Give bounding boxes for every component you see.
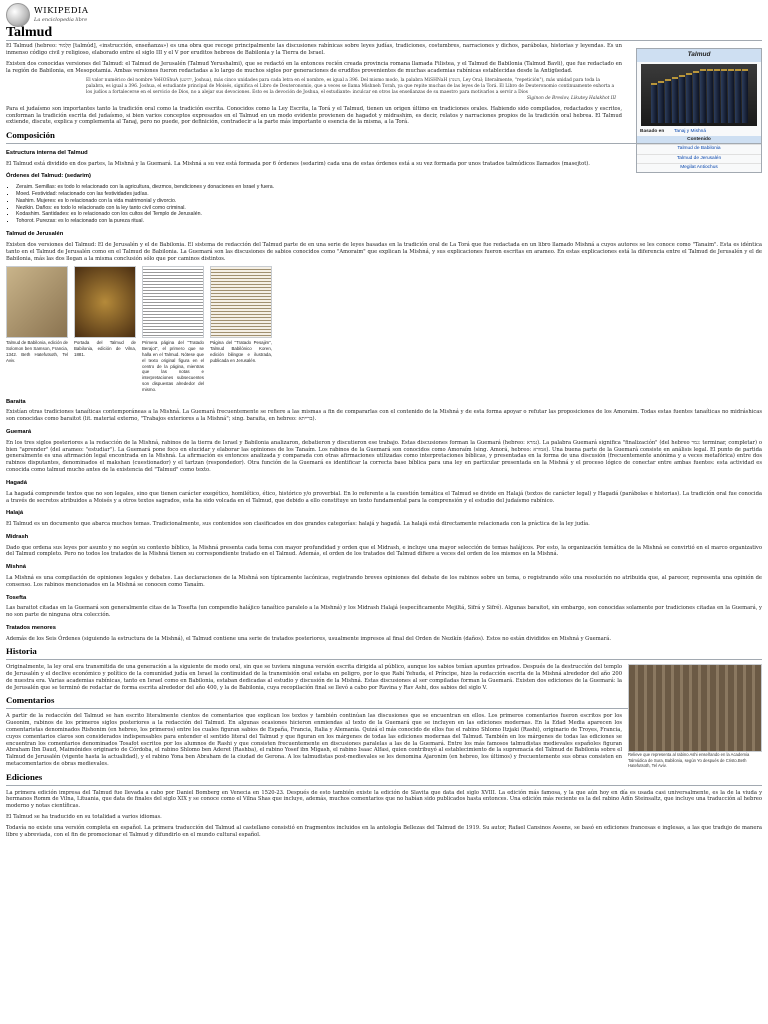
gallery-item: [142, 266, 204, 392]
gallery-item: [6, 266, 68, 392]
paragraph: Dado que ordena sus leyes por asunto y no según su contexto bíblico, la Mishná presenta cada tema con mayor profundidad y orden que el Midrash, e incluye una mayor selección de temas halájicos. Por esto, la organización temática de la Mishná se convirtió en el marco organizativo del Talmud completo. Pero no todos los tratados de la Mishná tienen su correspondiente tratado en el Talmud. Además, el orden de los tratados del Talmud difiere a veces del orden de los mismos en la Mishná.: [6, 544, 762, 558]
subsection-heading: Talmud de Jerusalén: [6, 231, 64, 238]
paragraph: A partir de la redacción del Talmud se han escrito literalmente cientos de comentarios que explican los textos y también continúan las discusiones que se encuentran en ellos. Los primeros comentarios fueron escritos por los Gueonim, rabinos de los primeros siglos posteriores a la redacción del Talmud. En algunas ocasiones hicieron enmiendas al texto de la Guemará que se incluyen en las ediciones modernas. En la Edad Media aparecen los comentaristas denominados Rishonim (en hebreo, los primeros) entre los cuales figuran sabios de España, Francia, Italia y Alemania. Quizá el más conocido de ellos fue el rabino Shlomo Itzjaki (Rashi), originario de Troyes, Francia, cuyos comentarios claros son considerados indispensables para entender el sentido literal del Talmud y que figuran en los márgenes de todas las ediciones modernas del Talmud. También en los márgenes de todas las ediciones se encuentran los comentarios denominados Tosafot escritos por los alumnos de Rashi y que consisten frecuentemente en discusiones paralelas a las de la Guemará. Entre los más famosos talmudistas medievales españoles figuran Abraham Ibn Daud, Maimónides originario de Córdoba, el rabino Shlomo ben Aderet (Rashba), el rabino Yosef ibn Migash, el rabino Isaac Alfasi, quien contribuyó al establecimiento de la supremacía del Talmud de Babilonia sobre el Talmud de Jerusalén (vigente hasta la actualidad), y el rabino Yona ben Abraham de la ciudad de Gerona. A los talmudistas post-medievales se les denomina Ajaronim (en hebreo, los últimos) y frecuentemente sus obras consisten en metacomentarios de obras medievales.: [6, 713, 622, 768]
list-item: ▪ Nashim. Mujeres: es lo relacionado con la vida matrimonial y divorcio.: [16, 198, 762, 205]
subsection-heading: Tratados menores: [6, 624, 56, 631]
gallery-caption: Primera página del "Tratado Berajot", el primero que se halla en el Talmud. Nótese que el texto original figura en el centro de la página, mientras que las notas e interpretaciones subsecuentes son dispuestas alrededor del mismo.: [142, 340, 204, 392]
paragraph: El Talmud está dividido en dos partes, la Mishná y la Guemará. La Mishná a su vez está formada por 6 órdenes (sedarim) cada una de estas órdenes está a su vez formada por unos tratados talmúdicos llamados (masejtot).: [6, 160, 590, 167]
list-item: ▪ Tohorot. Purezas: es lo relacionado con la pureza ritual.: [16, 218, 762, 225]
gallery-image[interactable]: [210, 266, 272, 338]
article-content: [6, 43, 762, 843]
gallery-caption: Talmud de Babilonia, edición de Solomon ben Samson, Francia, 1342. Beth Hatefutsoth, Tel Aviv.: [6, 340, 68, 363]
subsection-heading: Hagadá: [6, 480, 27, 486]
paragraph: El Talmud se ha traducido en su totalidad a varios idiomas.: [6, 814, 162, 821]
logo-tagline: La enciclopedia libre: [34, 17, 88, 24]
section-heading-historia: Historia: [6, 646, 762, 660]
gallery-item: [74, 266, 136, 392]
subsection-heading: Mishná: [6, 564, 26, 571]
subsection-heading: Tosefta: [6, 594, 27, 601]
infobox-link[interactable]: Megilat Antiochus: [637, 163, 761, 172]
quote-attribution: Siginon de Breslov, Likutey Halakhot III: [526, 95, 616, 101]
paragraph: En los tres siglos posteriores a la redacción de la Mishná, rabinos de la tierra de Israel y Babilonia analizaron, debatieron y discutieron ese trabajo. Estas discusiones forman la Guemará (hebreo: גמרא). La palabra Guemará significa "finalización" (del hebreo גמר: terminar, completar) o bien "aprender" (del arameo: "estudiar"). La Guemará pone foco en elucidar y elaborar las opiniones de los Tanaím. Los rabinos de la Guemará son conocidos como Amoraím (sing. Amorá, hebreo: אמורא). Una buena parte de la Guemará consiste en análisis legal. El punto de partida generalmente es una afirmación legal encontrada en la Mishná. La afirmación es entonces analizada y comparada con otras afirmaciones utilizadas como interpretaciones bíblicas, y presentadas en la forma de una discusión (frecuentemente anónima y a veces metafórica) entre dos rabinos disputantes, denominados el makshan (cuestionador) y el tartzan (respondedor). Otra función de la Guemará es identificar la correcta base bíblica para una ley en particular presentada en la Mishná y el proceso lógico de conectar entre ambas fuentes: esta actividad es conocida como talmud mucho antes de la existencia del "Talmud" como texto.: [6, 439, 763, 474]
figure-caption: Relieve que representa al rabino Ashi enseñando en la Academia Talmúdica de Sura, Babilonia, según Yo después de Cristo.Beth Hatefutsoth, Tel Aviv.: [628, 752, 750, 769]
subsection-heading: Baraita: [6, 398, 26, 405]
list-item: ▪ Moed. Festividad: relacionado con las festividades judías.: [16, 191, 762, 198]
relief-image[interactable]: [628, 664, 762, 752]
image-gallery: [6, 266, 762, 392]
infobox-link[interactable]: Talmud de Babilonia: [637, 144, 761, 153]
infobox-header: Contenido: [637, 136, 761, 144]
gallery-image[interactable]: [142, 266, 204, 338]
subsection-heading: Estructura interna del Talmud: [6, 149, 88, 156]
paragraph: Existen dos versiones del Talmud: El de Jerusalén y el de Babilonia. El sistema de redacción del Talmud parte de en una serie de leyes basadas en la tradición oral de La Torá que fue redactada en un libro llamado Mishná a cuyos autores se les conoce como "Tanaim". Esta es idéntica tanto en el Talmud de Jerusalén como en el Talmud de Babilonia. La Guemará son las discusiones de sabios conocidos como "Amoraim" que explican la Mishná, y sus explicaciones fueron escritas en arameo. En estas explicaciones está la diferencia entre el Talmud de Jerusalén y el de Babilonia, más las dos llegan a la misma conclusión sólo que por caminos distintos.: [6, 241, 762, 262]
subsection-heading: Órdenes del Talmud: (sedarim): [6, 173, 91, 180]
infobox-link[interactable]: Talmud de Jerusalén: [637, 154, 761, 163]
gallery-caption: Página del "Tratado Pesajim", Talmud Babilónico Koren, edición bilingüe e ilustrada, publicada en Jerusalén.: [210, 340, 272, 363]
section-heading-composicion: Composición: [6, 130, 762, 144]
paragraph: Las baraitot citadas en la Guemará son generalmente citas de la Tosefta (un compendio halájico tanaítico paralelo a la Mishná) y los Midrash Halajá (específicamente Mejiltá, Sifrá y Sifré). Algunas baraitot, sin embargo, son conocidas solamente por tradiciones citadas en la Guemará, y no son parte de ninguna otra colección.: [6, 605, 762, 619]
infobox-row-value[interactable]: Tanaj y Mishná: [674, 128, 706, 134]
section-heading-ediciones: Ediciones: [6, 772, 762, 786]
paragraph: Además de los Seis Órdenes (siguiendo la estructura de la Mishná), el Talmud contiene una serie de tratados posteriores, usualmente impresos al final del Orden de Nezikín (daños). Estos no están divididos en Mishná y Guemará.: [6, 635, 611, 642]
gallery-image[interactable]: [6, 266, 68, 338]
gallery-image[interactable]: [74, 266, 136, 338]
infobox-title: Talmud: [637, 49, 761, 62]
gallery-caption: Portada del Talmud de Babilonia, edición de Vilna, 1881.: [74, 340, 136, 358]
paragraph: La Mishná es una compilación de opiniones legales y debates. Las declaraciones de la Mishná son típicamente lacónicas, registrando breves opiniones del debate de los rabinos sobre un tema, o registrando sólo una resolución no atribuida que, al parecer, representa una opinión de consenso. Los rabinos mencionados en la Mishná se conocen como Tanaím.: [6, 574, 762, 588]
list-item: ▪ Kodashim. Santidades: es lo relacionado con los cultos del Templo de Jerusalén.: [16, 211, 762, 218]
subsection-heading: Halajá: [6, 510, 24, 517]
paragraph: La hagadá comprende textos que no son legales, sino que tienen carácter exegético, homilético, ético, histórico y/o proverbial. En lo referente a la cuestión temática el Talmud se divide en Halajá (textos de carácter legal) y Hagadá (parábolas e historias). La tradición oral fue conocida a través de secretos atribuidos a Moisés y a otros textos sagrados, esta ha sido volcada en el Talmud, que debido a ello constituye un texto fundamental para la comprensión y el estudio del judaísmo rabínico.: [6, 490, 762, 504]
subsection-heading: Guemará: [6, 429, 32, 436]
logo-name: WIKIPEDIA: [34, 6, 89, 17]
ordenes-list: [16, 184, 762, 225]
list-item: ▪ Zeraim. Semillas: es todo lo relacionado con la agricultura, diezmos, bendiciones y donaciones en Israel y fuera.: [16, 184, 762, 191]
list-item: ▪ Nezikin. Daños: es todo lo relacionado con la ley tanto civil como criminal.: [16, 205, 762, 212]
paragraph: Originalmente, la ley oral era transmitida de una generación a la siguiente de modo oral, sin que se tuviera ninguna versión escrita dirigida al público, aunque los sabios tenían apuntes privados. Después de la destrucción del templo de Jerusalén y el declive económico y político de la comunidad judía en Israel la continuidad de la transmisión oral estaba en peligro, por lo que Rabí Yehuda, el Príncipe, hizo la redacción escrita de la Mishná alrededor del año 200 de nuestra era. Varias academias rabínicas, tanto en Israel como en Babilonia, estaban dedicadas al estudio y discusión de la Mishná. Estas discusiones al ser compiladas forman la Guemará. Existen dos ediciones de la Guemará: la de Jerusalén que se terminó de redactar de forma escrita alrededor del año 400, y la de Babilonia, cuya recopilación final se llevó a cabo por Ravina y Rav Ashi, dos sabios del siglo V.: [6, 664, 622, 691]
quote-text: El valor numérico del nombre YeHOShuA (יהושע, Joshua), más cinco unidades para cada letra en el nombre, es igual a 396. Del mismo modo, la palabra MiSHNaH (משנה, Ley Oral; literalmente, "repetición"), más unidad para toda la palabra, es igual a 396. Joshua, el estudiante principal de Moisés, significa el Libro de Deuteronomio, que a veces se llama Mishneh Torah, ya que repite muchas de las leyes de la Torá. El Libro de Deuteronomio continuamente exhorta a los judíos a fortalecerse en el servicio de Dios, no a alejar sus devociones. Esto es la devoción de Joshua, el estudiante: inculcar en otros las enseñanzas de su maestro para motivarlos a servir a Dios: [86, 78, 615, 96]
title-divider: [6, 40, 762, 41]
quote-block: [86, 78, 616, 101]
paragraph: La primera edición impresa del Talmud fue llevada a cabo por Daniel Bomberg en Venecia en 1520-23. Después de esto también existe la edición de Slavita que data del siglo XVIII. La edición más famosa, y la que aún hoy en día es usada casi universalmente, es la de la viuda y hermanos Romm de Vilna, Lituania, que data de finales del siglo XIX y se conoce como el Vilna Shas que incluye, además, muchos comentarios que no habían sido publicados hasta entonces. Una edición más reciente es la del rabino Adín Steinsaltz, que incluye una traducción al hebreo moderno y notas científicas.: [6, 789, 762, 810]
paragraph: Existían otras tradiciones tanaíticas contemporáneas a la Mishná. La Guemará frecuentemente se refiere a las mismas a fin de compararlas con el contenido de la Mishná y de esta forma apoyar o refutar las proposiciones de los Amoraim. Todas estas fuentes tanaíticas no midráshicas son conocidas como baraitot (lit. material externo, "Trabajos exteriores a la Mishná"; sing. baraita, en hebreo: ברייתא).: [6, 409, 762, 423]
historia-figure: [628, 664, 762, 769]
subsection-heading: Midrash: [6, 533, 29, 540]
intro-paragraph: Para el judaísmo son importantes tanto la tradición oral como la tradición escrita. Conocidos como la Ley Escrita, la Torá y el Talmud, tienen un origen último en tradiciones orales. Habiendo sido compilados, redactados y escritos, conforman la tradición escrita del judaísmo, si bien varios conceptos expresados en el Talmud en un modo evidente provienen de hagadot y midrashim, es decir, relatos y narraciones propios de la tradición oral hebrea. El Talmud extiende, discute, explica y complementa al Tanaj, pero no puede, por definición, contradecir a la parte más importante o esencia de la misma, a la Torá.: [6, 105, 622, 126]
infobox-row-key: Basado en: [640, 128, 665, 134]
gallery-item: [210, 266, 272, 392]
page-title: Talmud: [6, 25, 53, 40]
intro-paragraph: El Talmud (hebreo: תַּלְמוּד [talmúd], «instrucción, enseñanza») es una obra que recoge principalmente las discusiones rabínicas sobre leyes judías, tradiciones, costumbres, narraciones y dichos, parábolas, historias y leyendas. Es un inmenso código civil y religioso, elaborado entre el siglo III y el V por eruditos hebreos de Babilonia y la Tierra de Israel.: [6, 43, 622, 56]
intro-paragraph: Existen dos conocidas versiones del Talmud: el Talmud de Jerusalén (Talmud Yerushalmi), que se redactó en la entonces recién creada provincia romana llamada Filistea, y el Talmud de Babilonia (Talmud Bavli), que fue redactado en la región de Babilonia, en Mesopotamia. Ambas versiones fueron redactadas a lo largo de muchos siglos por generaciones de eruditos provenientes de muchas academias rabínicas establecidas desde la Antigüedad.: [6, 60, 622, 74]
paragraph: Todavía no existe una versión completa en español. La primera traducción del Talmud al castellano consistió en fragmentos incluidos en la antología Bellezas del Talmud de 1919. Su autor, Rafael Cansinos Assens, se basó en ediciones francesas e inglesas, a las que tradujo de manera libre y abreviada, con el fin de promocionar el Talmud y difundirlo en el mundo cultural español.: [6, 825, 762, 838]
paragraph: El Talmud es un documento que abarca muchos temas. Tradicionalmente, sus contenidos son clasificados en dos grandes categorías: halajá y hagadá. La halajá está directamente relacionada con la práctica de la ley judía.: [6, 521, 590, 527]
section-heading-comentarios: Comentarios: [6, 695, 762, 709]
